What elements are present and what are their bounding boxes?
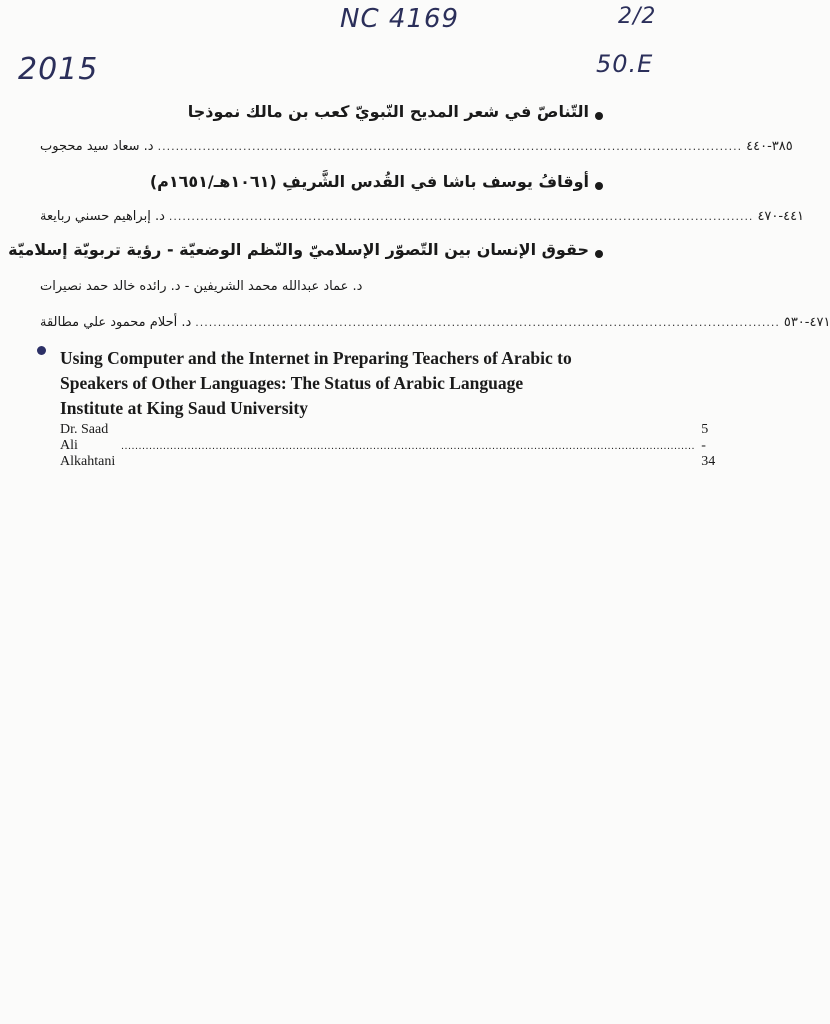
entry-3-author: د. أحلام محمود علي مطالقة	[40, 314, 192, 330]
leader-dots: ..................................................................................................................................	[195, 315, 780, 329]
leader-dots: ....................................................................................................................................................................	[121, 440, 696, 452]
handwritten-class-mark: 50.E	[596, 50, 654, 78]
entry-3-pages[interactable]: ٤٧١-٥٣٠	[783, 314, 830, 330]
entry-1-author-line	[40, 136, 793, 156]
handwritten-corner-mark: 2/2	[618, 4, 657, 29]
entry-3-author-line-1	[40, 276, 600, 296]
entry-4-bullet	[37, 346, 46, 355]
entry-1-author: د. سعاد سيد محجوب	[40, 138, 154, 154]
entry-3-author-line-2	[40, 312, 830, 332]
entry-1-pages[interactable]: ٣٨٥-٤٤٠	[746, 138, 793, 154]
entry-4-title[interactable]: Using Computer and the Internet in Preparing Teachers of Arabic to Speakers of Other Languages: The Status of Arabic Language Institute at King Saud University	[60, 348, 572, 418]
entry-3-bullet	[595, 250, 603, 258]
handwritten-year: 2015	[18, 52, 99, 87]
entry-4-author: Dr. Saad Ali Alkahtani	[60, 422, 116, 469]
handwritten-call-number: NC 4169	[340, 4, 460, 34]
entry-3-title[interactable]: حقوق الإنسان بين التّصوّر الإسلاميّ والنّظم الوضعيّة - رؤية تربويّة إسلاميّة	[8, 240, 589, 259]
leader-dots: ..................................................................................................................................	[157, 139, 743, 153]
entry-4-author-line	[60, 422, 716, 469]
entry-2-author-line	[40, 206, 805, 226]
leader-dots: ..................................................................................................................................	[168, 209, 754, 223]
entry-2-author: د. إبراهيم حسني ربايعة	[40, 208, 165, 224]
entry-3-authors: د. عماد عبدالله محمد الشريفين - د. رائده خالد حمد نصيرات	[40, 278, 363, 294]
entry-2-bullet	[595, 182, 603, 190]
entry-4-pages[interactable]: 5 - 34	[701, 422, 716, 469]
entry-2-title[interactable]: أوقافُ يوسف باشا في القُدس الشَّريفِ (١٠٦١هـ/١٦٥١م)	[149, 172, 589, 191]
entry-1-bullet	[595, 112, 603, 120]
entry-1-title[interactable]: التّناصّ في شعر المديح النّبويّ كعب بن مالك نموذجا	[187, 102, 589, 121]
entry-2-pages[interactable]: ٤٤١-٤٧٠	[757, 208, 805, 224]
